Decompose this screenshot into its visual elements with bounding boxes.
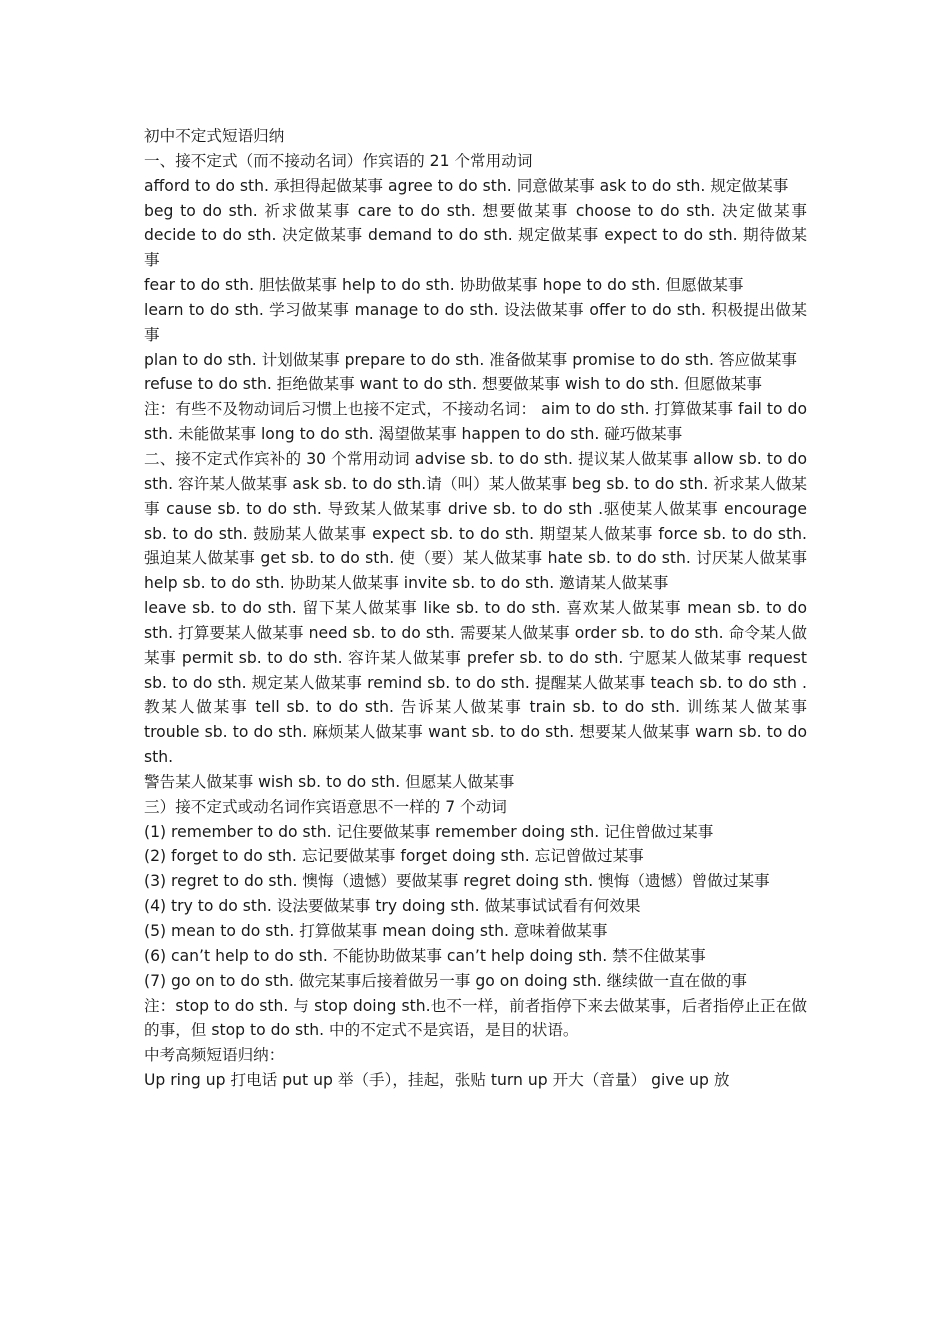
list-item: (5) mean to do sth. 打算做某事 mean doing sth. 意味着做某事 xyxy=(144,922,608,940)
document-body xyxy=(144,124,807,1093)
paragraph: afford to do sth. 承担得起做某事 agree to do sth. 同意做某事 ask to do sth. 规定做某事 xyxy=(144,176,789,195)
list-item: (6) can’t help to do sth. 不能协助做某事 can’t help doing sth. 禁不住做某事 xyxy=(144,946,706,965)
list-item: (3) regret to do sth. 懊悔（遗憾）要做某事 regret doing sth. 懊悔（遗憾）曾做过某事 xyxy=(144,872,770,891)
paragraph: beg to do sth. 祈求做某事 care to do sth. 想要做某事 choose to do sth. 决定做某事 decide to do sth. 决定做某事 demand to do sth. 规定做某事 expect to do sth. 期待做某事 xyxy=(144,201,807,270)
section-heading-3: 三）接不定式或动名词作宾语意思不一样的 7 个动词 xyxy=(144,797,507,816)
paragraph: leave sb. to do sth. 留下某人做某事 like sb. to do sth. 喜欢某人做某事 mean sb. to do sth. 打算要某人做某事 need sb. to do sth. 需要某人做某事 order sb. to do sth. 命令某人做某事 permit sb. to do sth. 容许某人做某事 prefer sb. to do sth. 宁愿某人做某事 request sb. to do sth. 规定某人做某事 remind sb. to do sth. 提醒某人做某事 teach sb. to do sth .教某人做某事 tell sb. to do sth. 告诉某人做某事 train sb. to do sth. 训练某人做某事 trouble sb. to do sth. 麻烦某人做某事 want sb. to do sth. 想要某人做某事 warn sb. to do sth. xyxy=(144,599,807,767)
paragraph: learn to do sth. 学习做某事 manage to do sth. 设法做某事 offer to do sth. 积极提出做某事 xyxy=(144,300,807,344)
section-heading-4: 中考高频短语归纳： xyxy=(144,1046,285,1065)
paragraph: fear to do sth. 胆怯做某事 help to do sth. 协助做某事 hope to do sth. 但愿做某事 xyxy=(144,276,744,295)
document-title: 初中不定式短语归纳 xyxy=(144,127,285,145)
note-paragraph: 注：stop to do sth. 与 stop doing sth.也不一样，前者指停下来去做某事，后者指停止正在做的事，但 stop to do sth. 中的不定式不是宾语，是目的状语。 xyxy=(144,996,807,1040)
note-paragraph: 注：有些不及物动词后习惯上也接不定式，不接动名词： aim to do sth. 打算做某事 fail to do sth. 未能做某事 long to do sth. 渴望做某事 happen to do sth. 碰巧做某事 xyxy=(144,400,807,444)
list-item: (7) go on to do sth. 做完某事后接着做另一事 go on doing sth. 继续做一直在做的事 xyxy=(144,971,748,990)
list-item: (4) try to do sth. 设法要做某事 try doing sth. 做某事试试看有何效果 xyxy=(144,897,641,916)
paragraph: Up ring up 打电话 put up 举（手），挂起，张贴 turn up 开大（音量） give up 放 xyxy=(144,1071,730,1090)
paragraph: 警告某人做某事 wish sb. to do sth. 但愿某人做某事 xyxy=(144,772,515,791)
paragraph: plan to do sth. 计划做某事 prepare to do sth. 准备做某事 promise to do sth. 答应做某事 xyxy=(144,350,797,369)
section-heading-1: 一、接不定式（而不接动名词）作宾语的 21 个常用动词 xyxy=(144,151,533,170)
section-heading-2: 二、接不定式作宾补的 30 个常用动词 advise sb. to do sth. 提议某人做某事 allow sb. to do sth. 容许某人做某事 ask sb. to do sth.请（叫）某人做某事 beg sb. to do sth. 祈求某人做某事 cause sb. to do sth. 导致某人做某事 drive sb. to do sth .驱使某人做某事 encourage sb. to do sth. 鼓励某人做某事 expect sb. to do sth. 期望某人做某事 force sb. to do sth. 强迫某人做某事 get sb. to do sth. 使（要）某人做某事 hate sb. to do sth. 讨厌某人做某事 help sb. to do sth. 协助某人做某事 invite sb. to do sth. 邀请某人做某事 xyxy=(144,449,807,593)
paragraph: refuse to do sth. 拒绝做某事 want to do sth. 想要做某事 wish to do sth. 但愿做某事 xyxy=(144,375,762,394)
list-item: (2) forget to do sth. 忘记要做某事 forget doing sth. 忘记曾做过某事 xyxy=(144,847,644,866)
list-item: (1) remember to do sth. 记住要做某事 remember doing sth. 记住曾做过某事 xyxy=(144,822,714,841)
